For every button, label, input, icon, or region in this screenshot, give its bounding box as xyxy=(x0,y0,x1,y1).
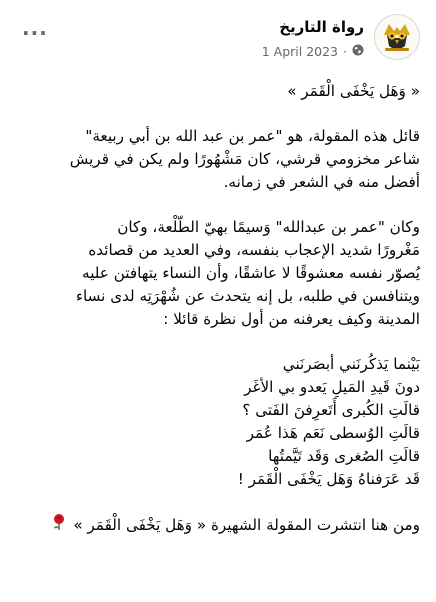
post-body xyxy=(18,80,420,538)
text-line: مَغْرورًا شديد الإعجاب بنفسه، وفي العديد من قصائده xyxy=(88,241,420,259)
text-line: يُصوّر نفسه معشوقًا لا عاشقًا، وأن النساء يتهافتن عليه xyxy=(82,264,420,282)
poem-line: بَيْنما يَذكُرنَني أبصَرنَني xyxy=(282,355,420,373)
rose-emoji-icon xyxy=(50,513,68,538)
text-line: وكان "عمر بن عبدالله" وَسيمًا بهيّ الطّلْعة، وكان xyxy=(117,218,420,236)
paragraph-1 xyxy=(18,125,420,194)
text-line: المدينة وكيف يعرفنه من أول نظرة قائلا : xyxy=(163,310,420,328)
poem-line: قالَتِ الوُسطى نَعَم هَذا عُمَر xyxy=(246,424,420,442)
globe-icon[interactable] xyxy=(352,44,364,59)
owl-logo-icon xyxy=(375,15,419,59)
poem-line: قَد عَرَفناهُ وَهَل يَخْفَى الْقَمَر ! xyxy=(237,470,420,488)
closing-text: ومن هنا انتشرت المقولة الشهيرة « وَهَل يَخْفَى الْقَمَر » xyxy=(73,516,420,534)
page-name[interactable]: رواة التاريخ xyxy=(279,18,364,36)
text-line: أفضل منه في الشعر في زمانه. xyxy=(223,173,420,191)
meta-separator: · xyxy=(343,44,347,59)
text-line: قائل هذه المقولة، هو "عمر بن عبد الله بن أبي ربيعة" xyxy=(85,127,420,145)
poem-line: قالَتِ الكُبرى أَتَعرِفنَ الفَتى ؟ xyxy=(242,401,420,419)
text-line: شاعر مخزومي قرشي، كان مَشْهُورًا ولم يكن في قريش xyxy=(69,150,420,168)
poem xyxy=(18,353,420,491)
closing-line xyxy=(18,513,420,538)
more-options-icon[interactable]: ... xyxy=(22,16,48,40)
post-date[interactable]: 1 April 2023 xyxy=(261,44,339,59)
post-title: « وَهَل يَخْفَى الْقَمَر » xyxy=(287,82,420,100)
poem-line: دونَ قَيدِ المَيلِ يَعدو بي الأغَر xyxy=(244,378,420,396)
poem-line: قالَتِ الصُغرى وَقَد تَيَّمتُها xyxy=(268,447,420,465)
post-header xyxy=(0,0,436,70)
text-line: ويتنافسن في طلبه، بل إنه يتحدث عن شُهْرَتِه لدى نساء xyxy=(75,287,420,305)
page-avatar[interactable] xyxy=(374,14,420,60)
paragraph-2 xyxy=(18,216,420,331)
post-meta xyxy=(262,44,364,59)
